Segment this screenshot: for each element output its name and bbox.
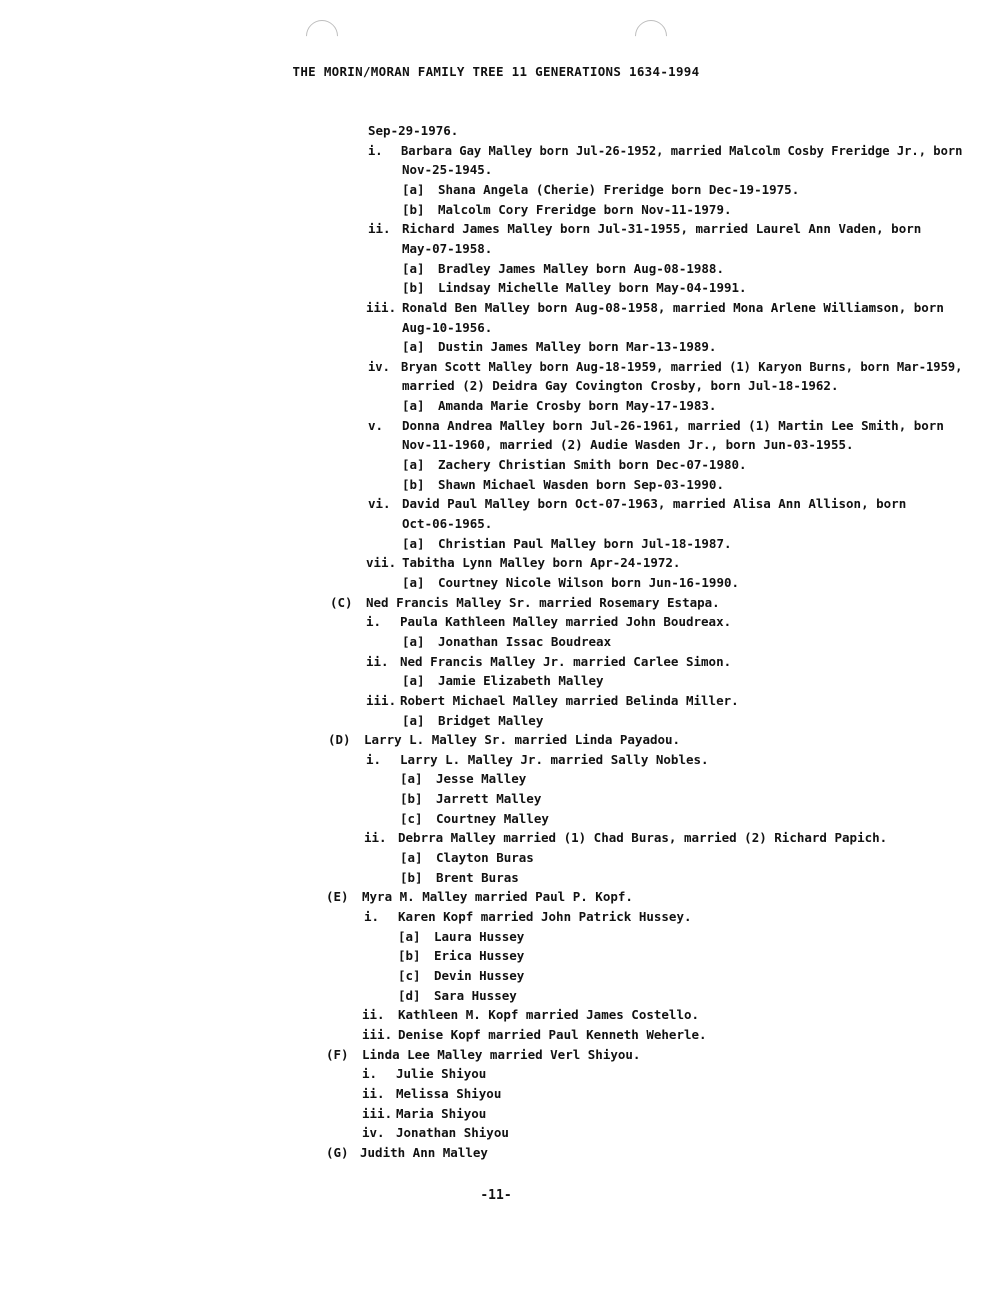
entry-marker: (D) <box>328 732 351 748</box>
entry-text: Christian Paul Malley born Jul-18-1987. <box>438 535 732 551</box>
entry-line <box>400 769 526 789</box>
entry-text: Myra M. Malley married Paul P. Kopf. <box>362 889 633 905</box>
entry-text: May-07-1958. <box>402 240 493 256</box>
entry-line <box>326 1143 488 1163</box>
entry-marker: [a] <box>402 574 425 590</box>
entry-line <box>368 357 962 377</box>
entry-text: Bridget Malley <box>438 712 544 728</box>
entry-marker: [c] <box>398 967 421 983</box>
entry-line <box>402 632 611 652</box>
entry-line <box>368 219 921 239</box>
entry-text: Sep-29-1976. <box>368 123 459 138</box>
entry-line <box>402 278 747 298</box>
entry-line <box>402 396 716 416</box>
entry-line <box>402 239 492 259</box>
entry-marker: [b] <box>398 948 421 964</box>
entry-marker: ii. <box>362 1007 385 1023</box>
entry-marker: (C) <box>330 594 353 610</box>
entry-line <box>328 730 680 750</box>
entry-marker: iii. <box>366 692 397 708</box>
entry-line <box>398 946 524 966</box>
entry-marker: [a] <box>402 712 425 728</box>
entry-text: Zachery Christian Smith born Dec-07-1980. <box>438 457 747 473</box>
entry-line <box>366 553 680 573</box>
entry-marker: (F) <box>326 1046 349 1062</box>
entry-marker: v. <box>368 417 384 433</box>
entry-line <box>368 121 458 141</box>
entry-marker: [a] <box>402 457 425 473</box>
entry-marker: iv. <box>362 1125 385 1141</box>
entry-marker: i. <box>362 1066 378 1082</box>
entry-text: Jonathan Issac Boudreax <box>438 633 612 649</box>
entry-marker: [a] <box>402 633 425 649</box>
entry-line <box>402 180 799 200</box>
entry-marker: ii. <box>368 221 391 237</box>
entry-text: Bryan Scott Malley born Aug-18-1959, married (1) Karyon Burns, born Mar-1959, <box>400 358 963 374</box>
entry-text: Devin Hussey <box>434 967 525 983</box>
entry-text: Denise Kopf married Paul Kenneth Weherle. <box>398 1026 707 1042</box>
entry-marker: i. <box>364 909 380 924</box>
entry-marker: [b] <box>400 869 423 885</box>
entry-marker: (E) <box>326 889 349 905</box>
entry-line <box>402 318 492 338</box>
entry-text: Oct-06-1965. <box>402 516 493 531</box>
entry-marker: [a] <box>402 181 425 197</box>
entry-line <box>402 200 732 220</box>
entry-text: Barbara Gay Malley born Jul-26-1952, married Malcolm Cosby Freridge Jr., born <box>400 142 963 158</box>
entry-text: Nov-11-1960, married (2) Audie Wasden Jr., born Jun-03-1955. <box>402 437 854 453</box>
entry-text: Linda Lee Malley married Verl Shiyou. <box>362 1046 641 1062</box>
entry-text: Donna Andrea Malley born Jul-26-1961, married (1) Martin Lee Smith, born <box>402 417 944 433</box>
entry-text: Shana Angela (Cherie) Freridge born Dec-19-1975. <box>438 181 800 197</box>
entry-line <box>402 514 492 534</box>
entry-text: David Paul Malley born Oct-07-1963, married Alisa Ann Allison, born <box>402 496 907 512</box>
entry-line <box>402 475 724 495</box>
entry-line <box>400 848 534 868</box>
entry-line <box>368 141 962 161</box>
entry-text: Jarrett Malley <box>436 791 542 807</box>
entry-text: Bradley James Malley born Aug-08-1988. <box>438 260 724 276</box>
entry-line <box>402 711 543 731</box>
entry-line <box>398 966 524 986</box>
entry-marker: [a] <box>400 771 423 787</box>
punch-hole-mark <box>628 13 673 58</box>
entry-line <box>330 593 720 613</box>
entry-marker: iii. <box>362 1105 393 1121</box>
entry-text: Jonathan Shiyou <box>396 1125 509 1141</box>
entry-text: Laura Hussey <box>434 928 525 944</box>
entry-marker: [a] <box>400 850 423 866</box>
entry-text: Robert Michael Malley married Belinda Miller. <box>400 692 739 708</box>
entry-text: Jesse Malley <box>436 771 527 787</box>
entry-line <box>362 1064 486 1084</box>
entry-marker: [a] <box>402 673 425 689</box>
entry-line <box>368 494 906 514</box>
entry-text: Ned Francis Malley Sr. married Rosemary Estapa. <box>366 594 720 610</box>
entry-line <box>368 416 944 436</box>
entry-text: Kathleen M. Kopf married James Costello. <box>398 1007 700 1023</box>
entry-marker: iii. <box>362 1026 393 1042</box>
entry-line <box>366 691 739 711</box>
entry-text: Erica Hussey <box>434 948 525 964</box>
entry-line <box>364 907 692 927</box>
entry-line <box>402 455 747 475</box>
punch-hole-mark <box>299 13 344 58</box>
entry-text: Melissa Shiyou <box>396 1085 502 1101</box>
entry-text: Karen Kopf married John Patrick Hussey. <box>398 909 692 924</box>
entry-text: Ned Francis Malley Jr. married Carlee Simon. <box>400 653 732 669</box>
entry-line <box>402 337 716 357</box>
entry-line <box>326 887 633 907</box>
entry-line <box>402 435 854 455</box>
page-header: THE MORIN/MORAN FAMILY TREE 11 GENERATIONS 1634-1994 <box>292 64 700 79</box>
entry-line <box>364 828 887 848</box>
entry-marker: [c] <box>400 810 423 826</box>
entry-text: Jamie Elizabeth Malley <box>438 673 604 689</box>
entry-text: Ronald Ben Malley born Aug-08-1958, married Mona Arlene Williamson, born <box>402 299 944 315</box>
entry-text: Dustin James Malley born Mar-13-1989. <box>438 339 717 355</box>
entry-text: Tabitha Lynn Malley born Apr-24-1972. <box>402 555 681 571</box>
entry-marker: [b] <box>402 476 425 492</box>
entry-line <box>362 1104 486 1124</box>
entry-line <box>362 1084 501 1104</box>
entry-text: Aug-10-1956. <box>402 319 493 335</box>
entry-line <box>402 160 492 180</box>
entry-marker: [a] <box>402 398 425 414</box>
entry-text: Richard James Malley born Jul-31-1955, married Laurel Ann Vaden, born <box>402 221 922 237</box>
entry-line <box>402 259 724 279</box>
entry-line <box>402 376 839 396</box>
entry-text: Larry L. Malley Jr. married Sally Nobles. <box>400 751 709 767</box>
entry-marker: (G) <box>326 1144 349 1160</box>
entry-marker: [a] <box>402 535 425 551</box>
entry-line <box>402 573 739 593</box>
entry-text: Lindsay Michelle Malley born May-04-1991. <box>438 280 747 296</box>
entry-line <box>398 927 524 947</box>
entry-text: Maria Shiyou <box>396 1105 487 1121</box>
entry-text: Judith Ann Malley <box>360 1144 488 1160</box>
entry-text: Shawn Michael Wasden born Sep-03-1990. <box>438 476 724 492</box>
entry-marker: ii. <box>364 830 387 846</box>
entry-marker: [a] <box>402 260 425 276</box>
entry-marker: [b] <box>402 201 425 217</box>
entry-text: married (2) Deidra Gay Covington Crosby, born Jul-18-1962. <box>402 378 839 394</box>
entry-text: Amanda Marie Crosby born May-17-1983. <box>438 398 717 414</box>
entry-line <box>402 671 604 691</box>
entry-line <box>366 612 731 632</box>
entry-line <box>326 1045 640 1065</box>
entry-line <box>366 750 709 770</box>
entry-marker: [b] <box>402 280 425 296</box>
entry-text: Courtney Nicole Wilson born Jun-16-1990. <box>438 574 740 590</box>
entry-line <box>402 534 732 554</box>
entry-line <box>366 298 944 318</box>
entry-text: Debrra Malley married (1) Chad Buras, married (2) Richard Papich. <box>398 830 888 846</box>
entry-marker: [a] <box>402 339 425 355</box>
entry-marker: vii. <box>366 555 397 571</box>
entry-line <box>400 868 519 888</box>
entry-marker: [d] <box>398 987 421 1003</box>
entry-marker: iv. <box>368 358 390 374</box>
entry-line <box>400 809 549 829</box>
entry-text: Larry L. Malley Sr. married Linda Payadou. <box>364 732 681 748</box>
entry-marker: [a] <box>398 928 421 944</box>
page-number: -11- <box>480 1188 512 1203</box>
entry-text: Brent Buras <box>436 869 519 885</box>
entry-marker: i. <box>368 142 383 158</box>
entry-line <box>400 789 541 809</box>
entry-line <box>362 1005 699 1025</box>
entry-line <box>362 1123 509 1143</box>
entry-text: Malcolm Cory Freridge born Nov-11-1979. <box>438 201 732 217</box>
entry-marker: i. <box>366 751 382 767</box>
entry-text: Julie Shiyou <box>396 1066 487 1082</box>
entry-marker: iii. <box>366 299 397 315</box>
entry-marker: vi. <box>368 496 391 512</box>
entry-text: Courtney Malley <box>436 810 549 826</box>
entry-text: Nov-25-1945. <box>402 162 493 178</box>
entry-marker: i. <box>366 614 382 630</box>
entry-text: Sara Hussey <box>434 987 517 1003</box>
entry-marker: [b] <box>400 791 423 807</box>
entry-text: Paula Kathleen Malley married John Boudreax. <box>400 614 732 630</box>
entry-line <box>366 652 731 672</box>
entry-line <box>398 986 517 1006</box>
entry-marker: ii. <box>362 1085 385 1101</box>
entry-marker: ii. <box>366 653 389 669</box>
entry-text: Clayton Buras <box>436 850 534 866</box>
entry-line <box>362 1025 707 1045</box>
